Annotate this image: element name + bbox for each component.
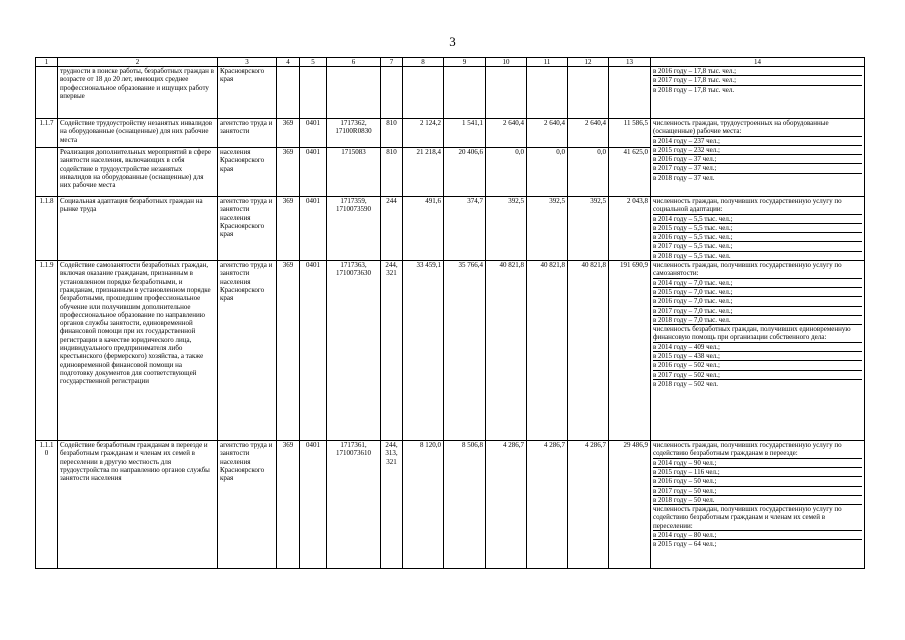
amount-2014 [403, 67, 444, 119]
indicator-line: в 2015 году – 5,5 тыс. чел.; [653, 224, 862, 233]
activity-name: Содействие трудоустройству незанятых инвалидов на оборудованные (оснащенные) для них рабочие места [58, 119, 218, 148]
target-article: 1717363, 1710073630 [327, 261, 381, 441]
target-article: 1717361, 1710073610 [327, 441, 381, 569]
indicator-line: в 2016 году – 37 чел.; [653, 155, 862, 164]
section-code: 0401 [300, 148, 327, 197]
table-row [36, 261, 865, 441]
indicator-line: в 2018 году – 7,0 тыс. чел. [653, 316, 862, 325]
program-activities-table [35, 57, 865, 569]
amount-2016: 392,5 [486, 197, 527, 261]
indicator-line: в 2018 году – 50 чел. [653, 496, 862, 505]
executor: Красноярского края [218, 67, 277, 119]
section-code: 0401 [300, 119, 327, 148]
grbs-code: 369 [277, 441, 300, 569]
indicator-line: в 2016 году – 502 чел.; [653, 361, 862, 370]
amount-2014: 8 120,0 [403, 441, 444, 569]
indicator-cell [651, 261, 865, 441]
amount-2016: 2 640,4 [486, 119, 527, 148]
indicator-line: численность граждан, получивших государственную услугу по социальной адаптации: [653, 197, 862, 215]
section-code: 0401 [300, 197, 327, 261]
indicator-line: в 2017 году – 17,8 тыс. чел.; [653, 76, 862, 85]
amount-2017: 40 821,8 [527, 261, 568, 441]
indicator-line: в 2017 году – 37 чел.; [653, 164, 862, 173]
amount-2014: 21 218,4 [403, 148, 444, 197]
amount-total: 11 586,5 [609, 119, 651, 148]
amount-2016: 4 286,7 [486, 441, 527, 569]
column-header: 2 [58, 58, 218, 67]
grbs-code: 369 [277, 119, 300, 148]
indicator-line: в 2018 году – 502 чел. [653, 379, 718, 388]
amount-2014: 2 124,2 [403, 119, 444, 148]
executor: агентство труда и занятости населения Красноярского края [218, 261, 277, 441]
amount-2015: 374,7 [444, 197, 486, 261]
section-code: 0401 [300, 261, 327, 441]
amount-2017: 0,0 [527, 148, 568, 197]
target-article: 1717362, 17100R0830 [327, 119, 381, 148]
expense-type: 810 [381, 119, 403, 148]
amount-2016: 0,0 [486, 148, 527, 197]
indicator-cell [651, 119, 865, 197]
amount-total: 191 690,9 [609, 261, 651, 441]
expense-type [381, 67, 403, 119]
indicator-line: в 2017 году – 5,5 тыс. чел.; [653, 242, 862, 251]
activity-name: Содействие безработным гражданам в переезде и безработным гражданам и членам их семей в переселении в другую местность для трудоустройства по направлению органов службы занятости населения [58, 441, 218, 569]
column-header: 3 [218, 58, 277, 67]
table-row [36, 67, 865, 119]
section-code: 0401 [300, 441, 327, 569]
indicator-line: в 2014 году – 90 чел.; [653, 459, 862, 468]
indicator-cell [651, 67, 865, 119]
row-number: 1.1.9 [36, 261, 58, 441]
activity-name: Реализация дополнительных мероприятий в сфере занятости населения, включающих в себя содействие в трудоустройстве незанятых инвалидов на оборудованные (оснащенные) для них рабочие места [58, 148, 218, 197]
table-row [36, 441, 865, 569]
column-header: 4 [277, 58, 300, 67]
executor: населения Красноярского края [218, 148, 277, 197]
column-header: 9 [444, 58, 486, 67]
target-article [327, 67, 381, 119]
indicator-line: в 2016 году – 7,0 тыс. чел.; [653, 297, 862, 306]
expense-type: 244, 321 [381, 261, 403, 441]
indicator-line: в 2017 году – 7,0 тыс. чел.; [653, 307, 862, 316]
amount-2018 [568, 67, 609, 119]
amount-2015: 35 766,4 [444, 261, 486, 441]
column-header: 14 [651, 58, 865, 67]
table-row [36, 119, 865, 148]
amount-2015: 1 541,1 [444, 119, 486, 148]
amount-2018: 4 286,7 [568, 441, 609, 569]
column-header: 11 [527, 58, 568, 67]
column-header: 13 [609, 58, 651, 67]
grbs-code [277, 67, 300, 119]
amount-total [609, 67, 651, 119]
expense-type: 244, 313, 321 [381, 441, 403, 569]
amount-2015: 20 406,6 [444, 148, 486, 197]
column-header: 8 [403, 58, 444, 67]
amount-2014: 33 459,1 [403, 261, 444, 441]
amount-2018: 40 821,8 [568, 261, 609, 441]
indicator-line: в 2018 году – 5,5 тыс. чел. [653, 251, 731, 260]
row-number [36, 67, 58, 119]
amount-2016 [486, 67, 527, 119]
indicator-line: в 2015 году – 438 чел.; [653, 352, 862, 361]
amount-total: 41 625,0 [609, 148, 651, 197]
expense-type: 244 [381, 197, 403, 261]
page-number: 3 [449, 34, 456, 49]
indicator-line: численность граждан, получивших государственную услугу по содействию безработным гражданам и членам их семей в переселении: [653, 505, 862, 531]
amount-2018: 2 640,4 [568, 119, 609, 148]
header-row [36, 58, 865, 67]
column-header: 6 [327, 58, 381, 67]
indicator-line: в 2015 году – 64 чел.; [653, 540, 717, 549]
activity-name: трудности в поиске работы, безработных граждан в возрасте от 18 до 20 лет, имеющих среднее профессиональное образование и ищущих работу впервые [58, 67, 218, 119]
indicator-line: в 2015 году – 232 чел.; [653, 146, 862, 155]
indicator-line: в 2018 году – 17,8 тыс. чел. [653, 85, 735, 94]
grbs-code: 369 [277, 148, 300, 197]
grbs-code: 369 [277, 261, 300, 441]
amount-total: 29 486,9 [609, 441, 651, 569]
indicator-line: в 2018 году – 37 чел. [653, 173, 715, 182]
amount-2017 [527, 67, 568, 119]
indicator-line: в 2015 году – 7,0 тыс. чел.; [653, 288, 862, 297]
indicator-line: в 2014 году – 7,0 тыс. чел.; [653, 279, 862, 288]
amount-total: 2 043,8 [609, 197, 651, 261]
column-header: 7 [381, 58, 403, 67]
indicator-line: в 2014 году – 237 чел.; [653, 137, 862, 146]
table-row [36, 197, 865, 261]
grbs-code: 369 [277, 197, 300, 261]
amount-2016: 40 821,8 [486, 261, 527, 441]
target-article: 1717359, 1710073590 [327, 197, 381, 261]
amount-2018: 392,5 [568, 197, 609, 261]
activity-name: Социальная адаптация безработных граждан на рынке труда [58, 197, 218, 261]
row-number: 1.1.8 [36, 197, 58, 261]
amount-2017: 2 640,4 [527, 119, 568, 148]
indicator-line: в 2014 году – 409 чел.; [653, 343, 862, 352]
indicator-line: в 2016 году – 5,5 тыс. чел.; [653, 233, 862, 242]
column-header: 10 [486, 58, 527, 67]
column-header: 5 [300, 58, 327, 67]
column-header: 12 [568, 58, 609, 67]
executor: агентство труда и занятости населения Красноярского края [218, 441, 277, 569]
indicator-line: в 2014 году – 5,5 тыс. чел.; [653, 215, 862, 224]
amount-2014: 491,6 [403, 197, 444, 261]
indicator-line: в 2017 году – 502 чел.; [653, 371, 862, 380]
amount-2015: 8 506,8 [444, 441, 486, 569]
section-code [300, 67, 327, 119]
indicator-cell [651, 197, 865, 261]
amount-2015 [444, 67, 486, 119]
amount-2017: 4 286,7 [527, 441, 568, 569]
expense-type: 810 [381, 148, 403, 197]
indicator-line: в 2014 году – 80 чел.; [653, 531, 862, 540]
target-article: 1715083 [327, 148, 381, 197]
indicator-line: численность граждан, получивших государственную услугу по самозанятости: [653, 261, 862, 279]
indicator-line: в 2015 году – 116 чел.; [653, 468, 862, 477]
activity-name: Содействие самозанятости безработных граждан, включая оказание гражданам, признанным в установленном порядке безработными, и гражданам, признанным в установленном порядке безработными, прошедшим профессиональное обучение или получившим дополнительное профессиональное образование по направлению органов службы занятости, единовременной финансовой помощи при их государственной регистрации в качестве юридического лица, индивидуального предпринимателя либо крестьянского (фермерского) хозяйства, а также единовременной финансовой помощи на подготовку документов для соответствующей государственной регистрации [58, 261, 218, 441]
amount-2018: 0,0 [568, 148, 609, 197]
executor: агентство труда и занятости [218, 119, 277, 148]
column-header: 1 [36, 58, 58, 67]
indicator-line: численность безработных граждан, получивших единовременную финансовую помощь при организации собственного дела: [653, 325, 862, 343]
row-number: 1.1.10 [36, 441, 58, 569]
indicator-line: численность граждан, получивших государственную услугу по содействию безработным гражданам в переезде: [653, 441, 862, 459]
indicator-line: численность граждан, трудоустроенных на оборудованные (оснащенные) рабочие места: [653, 119, 862, 137]
row-number [36, 148, 58, 197]
indicator-line: в 2017 году – 50 чел.; [653, 487, 862, 496]
indicator-line: в 2016 году – 50 чел.; [653, 477, 862, 486]
executor: агентство труда и занятости населения Красноярского края [218, 197, 277, 261]
row-number: 1.1.7 [36, 119, 58, 148]
amount-2017: 392,5 [527, 197, 568, 261]
indicator-cell [651, 441, 865, 569]
indicator-line: в 2016 году – 17,8 тыс. чел.; [653, 67, 862, 76]
